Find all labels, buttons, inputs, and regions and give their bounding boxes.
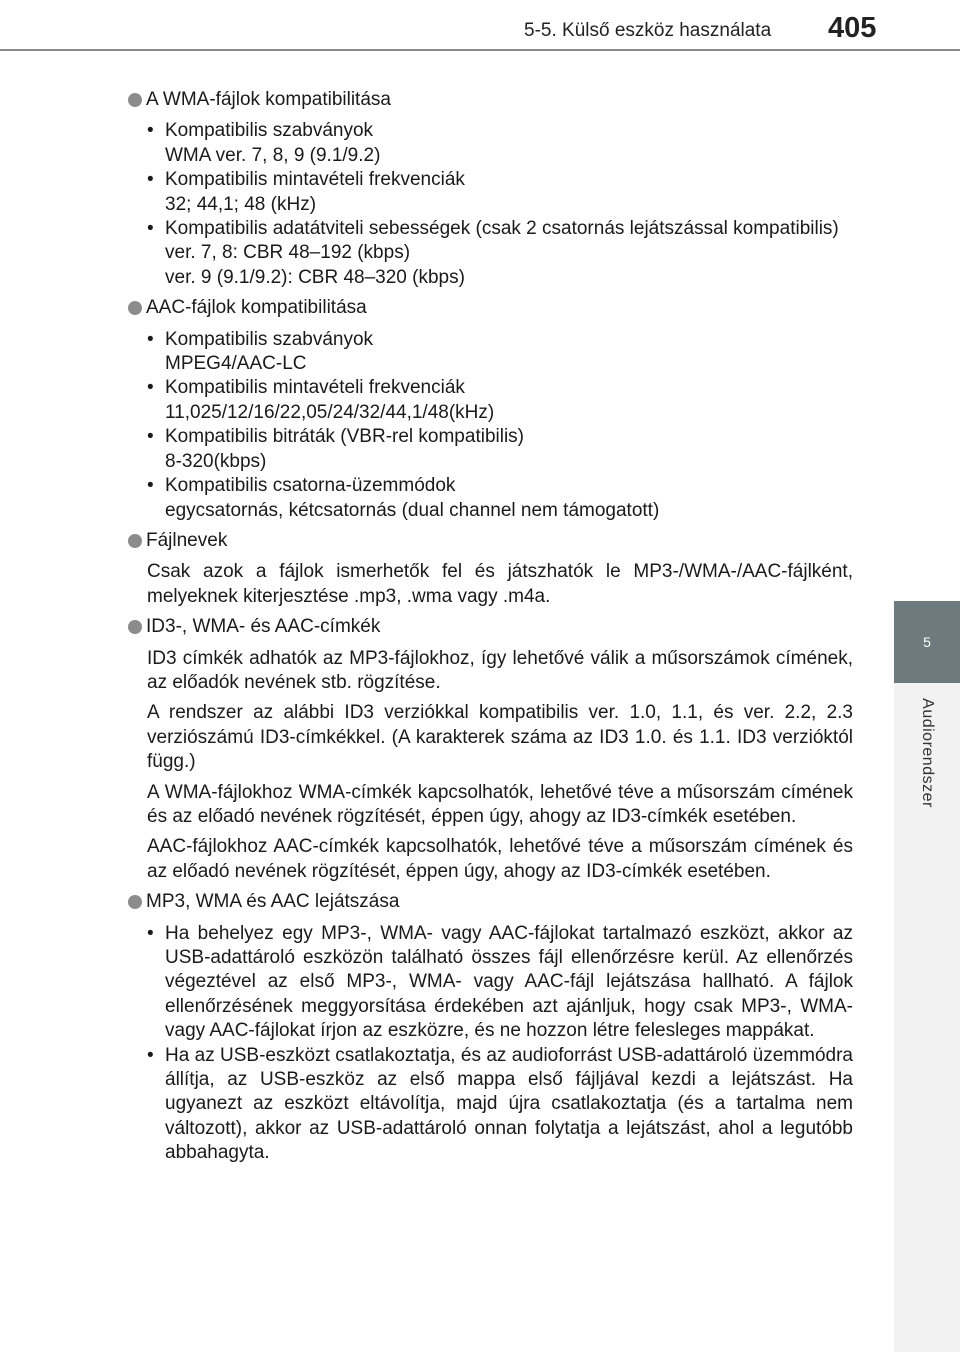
list-item: [147, 922, 853, 1044]
section-heading-text: MP3, WMA és AAC lejátszása: [146, 891, 400, 913]
list-item-title: Kompatibilis mintavételi frekvenciák: [165, 169, 465, 191]
bullet-list: [147, 119, 853, 290]
list-item-title: Kompatibilis szabványok: [165, 328, 374, 350]
list-item: [147, 474, 853, 523]
bullet-icon: •: [147, 120, 154, 142]
list-item-value: 8-320(kbps): [165, 450, 267, 472]
list-item-value: 11,025/12/16/22,05/24/32/44,1/48(kHz): [165, 401, 495, 423]
list-item-value: egycsatornás, kétcsatornás (dual channel nem támogatott): [165, 499, 660, 521]
list-item-title: Kompatibilis mintavételi frekvenciák: [165, 377, 465, 399]
section-heading: [125, 615, 853, 639]
list-item: [147, 376, 853, 425]
chapter-number: 5: [923, 634, 931, 650]
list-item-value: MPEG4/AAC-LC: [165, 353, 307, 375]
bullet-icon: •: [147, 328, 154, 350]
paragraph: A rendszer az alábbi ID3 verziókkal kompatibilis ver. 1.0, 1.1, és ver. 2.2, 2.3 verziószámú ID3-címkékkel. (A karakterek száma az ID3 1.0. és 1.1. ID3 verzióktól függ.): [147, 702, 853, 773]
section-heading-text: AAC-fájlok kompatibilitása: [146, 297, 367, 319]
list-item: [147, 217, 853, 290]
list-item: [147, 425, 853, 474]
paragraph: ID3 címkék adhatók az MP3-fájlokhoz, így lehetővé válik a műsorszámok címének, az előadók nevének stb. rögzítése.: [147, 647, 853, 693]
bullet-icon: •: [147, 169, 154, 191]
list-item-value: 32; 44,1; 48 (kHz): [165, 193, 317, 215]
list-item-title: Kompatibilis adatátviteli sebességek (csak 2 csatornás lejátszással kompatibilis): [165, 218, 839, 240]
bullet-icon: •: [147, 377, 154, 399]
section: [125, 890, 853, 1165]
list-item-value: ver. 9 (9.1/9.2): CBR 48–320 (kbps): [165, 266, 465, 288]
bullet-icon: •: [147, 1044, 154, 1066]
page-number: 405: [828, 12, 877, 44]
list-item-value: ver. 7, 8: CBR 48–192 (kbps): [165, 242, 411, 264]
list-item: [147, 1044, 853, 1166]
section: [125, 88, 853, 290]
section-bullet-icon: [128, 534, 142, 548]
list-item: [147, 119, 853, 168]
bullet-icon: •: [147, 922, 154, 944]
list-item: [147, 328, 853, 377]
paragraph: AAC-fájlokhoz AAC-címkék kapcsolhatók, lehetővé téve a műsorszám címének és az előadó nevének rögzítését, éppen úgy, ahogy az ID3-címkék esetében.: [147, 836, 853, 882]
section-bullet-icon: [128, 620, 142, 634]
section: [125, 529, 853, 609]
bullet-list: [147, 328, 853, 523]
list-item-title: Kompatibilis szabványok: [165, 120, 374, 142]
chapter-name: Audiorendszer: [919, 698, 936, 808]
bullet-icon: •: [147, 426, 154, 448]
section-heading: [125, 890, 853, 914]
bullet-icon: •: [147, 475, 154, 497]
page-content: [125, 88, 853, 1172]
section-heading: [125, 296, 853, 320]
section-heading: [125, 88, 853, 112]
section-heading-text: Fájlnevek: [146, 529, 228, 551]
section-bullet-icon: [128, 301, 142, 315]
list-item-title: Ha behelyez egy MP3-, WMA- vagy AAC-fájlokat tartalmazó eszközt, akkor az USB-adattároló eszközön található összes fájl ellenőrzésre kerül. Az ellenőrzés végeztével az első MP3-, WMA- vagy AAC-fájl lejátszása hallható. A fájlok ellenőrzésének meggyorsítása érdekében azt ajánljuk, hogy csak MP3-, WMA- vagy AAC-fájlokat írjon az eszközre, és ne hozzon létre felesleges mappákat.: [165, 922, 853, 1042]
paragraph: Csak azok a fájlok ismerhetők fel és játszhatók le MP3-/WMA-/AAC-fájlként, melyeknek kiterjesztése .mp3, .wma vagy .m4a.: [147, 561, 853, 607]
list-item-title: Kompatibilis csatorna-üzemmódok: [165, 475, 456, 497]
section: [125, 296, 853, 523]
bullet-icon: •: [147, 218, 154, 240]
section-heading-text: A WMA-fájlok kompatibilitása: [146, 89, 391, 110]
section-bullet-icon: [128, 93, 142, 107]
section-bullet-icon: [128, 895, 142, 909]
list-item-title: Kompatibilis bitráták (VBR-rel kompatibilis): [165, 426, 524, 448]
section-title: 5-5. Külső eszköz használata: [524, 20, 772, 41]
list-item-value: WMA ver. 7, 8, 9 (9.1/9.2): [165, 144, 381, 166]
section-heading-text: ID3-, WMA- és AAC-címkék: [146, 616, 381, 638]
list-item: [147, 168, 853, 217]
section: [125, 615, 853, 884]
list-item-title: Ha az USB-eszközt csatlakoztatja, és az audioforrást USB-adattároló üzemmódra állítja, az USB-eszköz az első mappa első fájljával kezdi a lejátszást. Ha ugyanezt az eszközt eltávolítja, majd újra csatlakoztatja (és a tartalma nem változott), akkor az USB-adattároló onnan folytatja a lejátszást, ahol a legutóbb abbahagyta.: [165, 1044, 853, 1164]
paragraph: A WMA-fájlokhoz WMA-címkék kapcsolhatók, lehetővé téve a műsorszám címének és az előadó nevének rögzítését, éppen úgy, ahogy az ID3-címkék esetében.: [147, 781, 853, 827]
header-rule: [0, 49, 960, 51]
bullet-list: [147, 922, 853, 1166]
section-heading: [125, 529, 853, 553]
